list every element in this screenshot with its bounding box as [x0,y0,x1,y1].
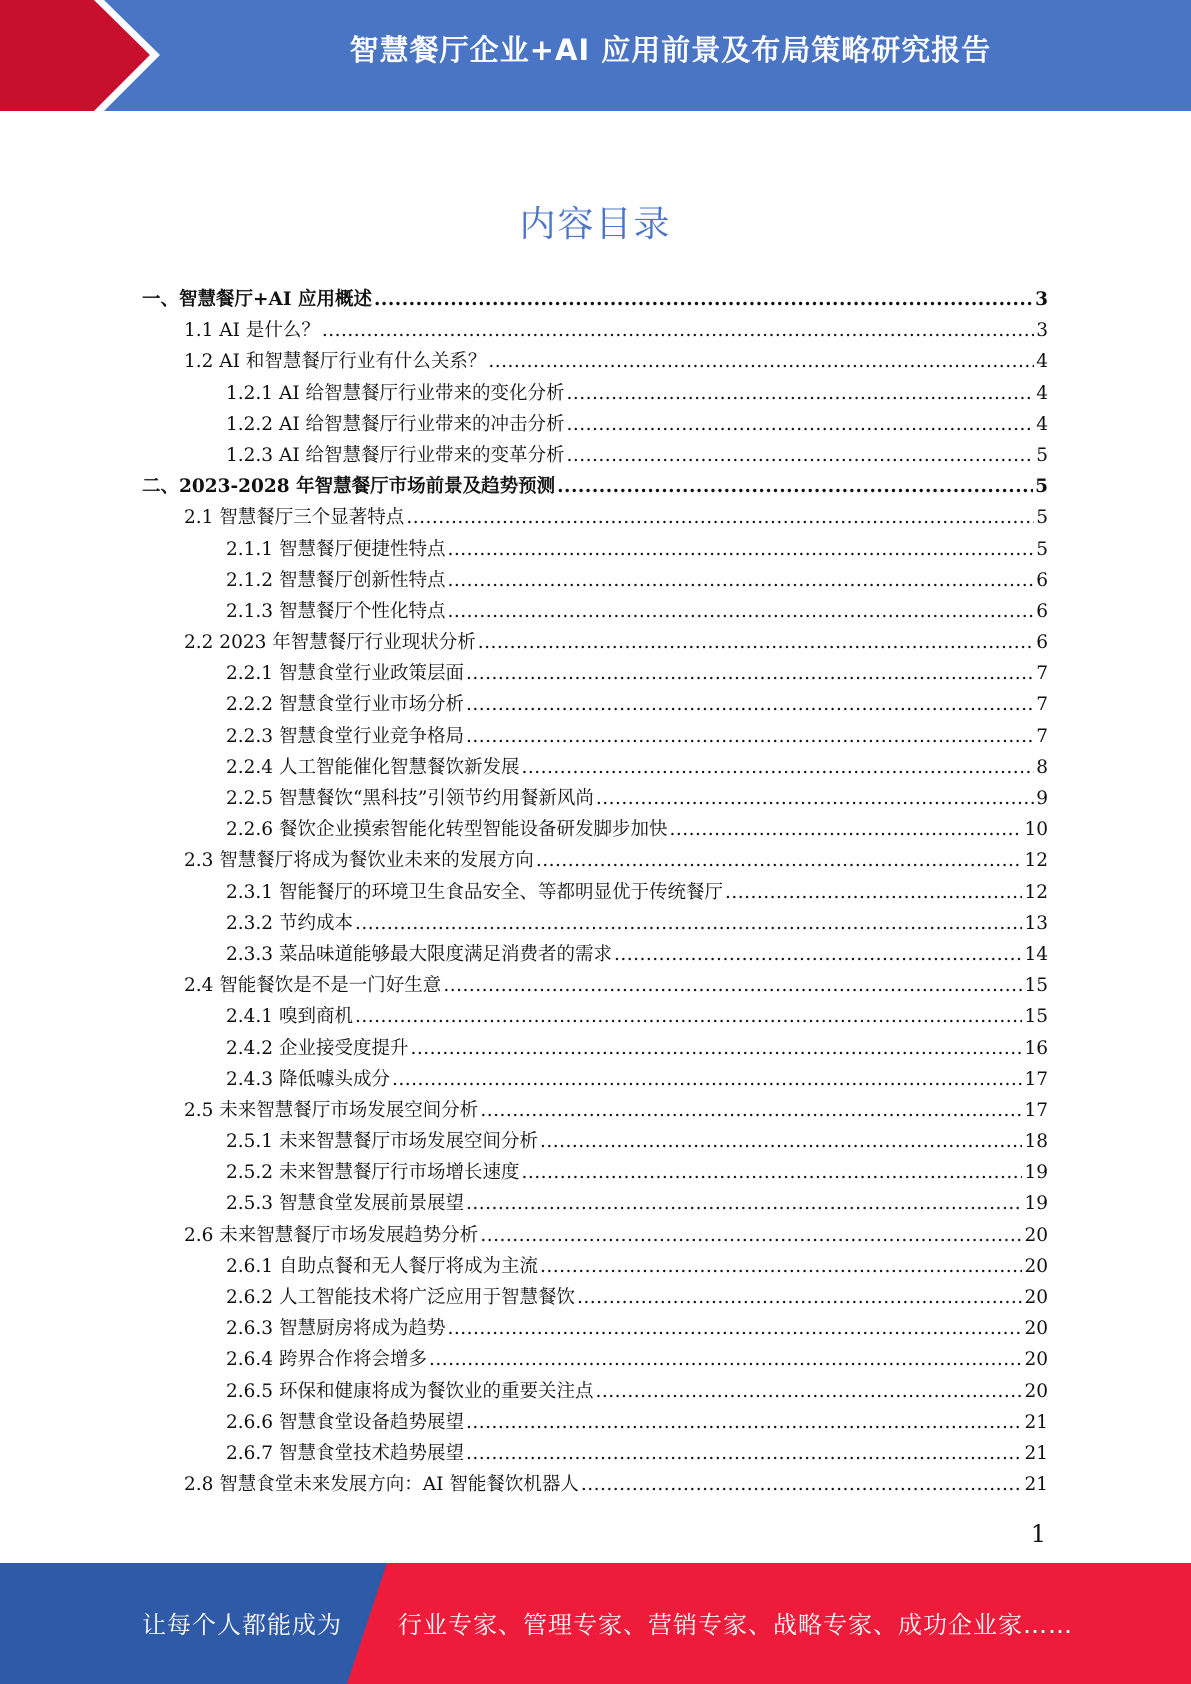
toc-entry-page: 9 [1036,788,1048,809]
toc-entry-page: 17 [1024,1099,1048,1121]
toc-dot-leader [466,1407,1022,1438]
toc-entry-label: 2.3.1 智能餐厅的环境卫生食品安全、等都明显优于传统餐厅 [226,881,723,903]
header-band [0,0,1191,111]
toc-entry-label: 2.1.3 智慧餐厅个性化特点 [226,600,446,622]
toc-entry-label: 2.6.1 自助点餐和无人餐厅将成为主流 [226,1255,538,1277]
toc-dot-leader [429,1344,1022,1375]
toc-dot-leader [447,534,1034,565]
toc-entry-label: 2.5.1 未来智慧餐厅市场发展空间分析 [226,1131,538,1153]
toc-entry-page: 8 [1036,756,1048,778]
toc-dot-leader [567,378,1035,409]
toc-entry-page: 10 [1024,819,1048,841]
footer-slogan-right: 行业专家、管理专家、营销专家、战略专家、成功企业家…… [398,1611,1073,1639]
toc-entry[interactable] [0,1095,1191,1126]
toc-entry-label: 2.4.3 降低噱头成分 [226,1068,390,1090]
toc-entry-page: 17 [1024,1068,1048,1090]
toc-dot-leader [466,721,1034,752]
toc-entry-page: 21 [1024,1442,1048,1464]
toc-entry[interactable] [0,471,1191,502]
toc-dot-leader [567,409,1035,440]
toc-entry-page: 5 [1035,476,1048,498]
toc-entry-page: 19 [1024,1193,1048,1215]
toc-entry[interactable] [0,502,1191,533]
toc-dot-leader [536,845,1023,876]
toc-entry-page: 4 [1036,351,1048,373]
toc-dot-leader [521,1157,1022,1188]
toc-dot-leader [478,627,1034,658]
toc-entry[interactable] [0,1033,1191,1064]
toc-entry[interactable] [0,534,1191,565]
toc-entry-label: 2.5.3 智慧食堂发展前景展望 [226,1193,464,1215]
toc-dot-leader [596,783,1034,814]
toc-dot-leader [577,1282,1022,1313]
toc-entry-page: 13 [1024,912,1048,934]
toc-entry[interactable] [0,1126,1191,1157]
toc-entry-label: 2.6 未来智慧餐厅市场发展趋势分析 [184,1224,479,1246]
toc-entry-label: 2.2.1 智慧食堂行业政策层面 [226,663,464,685]
toc-entry-label: 2.2.4 人工智能催化智慧餐饮新发展 [226,756,520,778]
toc-entry[interactable] [0,689,1191,720]
toc-entry[interactable] [0,346,1191,377]
toc-entry-page: 15 [1024,1006,1048,1028]
table-of-contents [0,284,1191,1500]
toc-dot-leader [355,1001,1023,1032]
toc-entry-label: 2.6.3 智慧厨房将成为趋势 [226,1318,446,1340]
toc-entry-page: 14 [1024,943,1048,965]
toc-entry-label: 2.2.2 智慧食堂行业市场分析 [226,694,464,716]
toc-entry[interactable] [0,939,1191,970]
footer-band [0,1563,1191,1684]
toc-entry[interactable] [0,409,1191,440]
toc-entry-label: 2.1 智慧餐厅三个显著特点 [184,507,405,529]
toc-dot-leader [488,346,1034,377]
toc-entry-page: 4 [1036,382,1048,404]
toc-entry-page: 20 [1024,1318,1048,1340]
toc-entry-page: 3 [1035,289,1048,310]
toc-entry-label: 2.3.2 节约成本 [226,912,353,934]
toc-entry-page: 6 [1036,569,1048,591]
toc-entry[interactable] [0,970,1191,1001]
toc-entry[interactable] [0,1220,1191,1251]
toc-entry-label: 2.6.5 环保和健康将成为餐饮业的重要关注点 [226,1380,594,1402]
toc-dot-leader [443,970,1022,1001]
toc-entry-label: 2.3 智慧餐厅将成为餐饮业未来的发展方向 [184,850,534,872]
toc-entry[interactable] [0,1376,1191,1407]
toc-entry[interactable] [0,1407,1191,1438]
toc-entry[interactable] [0,1313,1191,1344]
toc-entry[interactable] [0,1188,1191,1219]
toc-entry-label: 2.1.1 智慧餐厅便捷性特点 [226,538,446,560]
toc-entry-label: 1.2.1 AI 给智慧餐厅行业带来的变化分析 [226,382,565,404]
toc-entry-page: 21 [1024,1411,1048,1433]
toc-dot-leader [447,1313,1022,1344]
toc-entry-label: 2.6.6 智慧食堂设备趋势展望 [226,1411,464,1433]
toc-entry-page: 5 [1036,444,1048,466]
toc-entry-page: 4 [1036,413,1048,435]
toc-entry-label: 二、2023-2028 年智慧餐厅市场前景及趋势预测 [142,476,556,498]
toc-dot-leader [614,939,1022,970]
toc-entry[interactable] [0,1001,1191,1032]
toc-entry-page: 18 [1024,1131,1048,1153]
toc-entry[interactable] [0,596,1191,627]
toc-heading: 内容目录 [519,204,672,245]
toc-entry-page: 5 [1036,507,1048,529]
toc-entry-page: 3 [1036,320,1048,342]
toc-entry-label: 2.4 智能餐饮是不是一门好生意 [184,975,442,997]
toc-entry-page: 20 [1024,1287,1048,1308]
toc-entry-page: 7 [1036,694,1048,716]
toc-entry-label: 2.2.3 智慧食堂行业竞争格局 [226,725,464,747]
toc-entry-label: 2.3.3 菜品味道能够最大限度满足消费者的需求 [226,943,612,965]
toc-entry-page: 19 [1024,1162,1048,1184]
toc-entry[interactable] [0,908,1191,939]
toc-entry[interactable] [0,752,1191,783]
toc-entry[interactable] [0,1064,1191,1095]
toc-dot-leader [466,1438,1022,1469]
toc-dot-leader [669,814,1022,845]
toc-entry[interactable] [0,565,1191,596]
toc-dot-leader [466,1188,1022,1219]
toc-dot-leader [480,1095,1022,1126]
toc-entry[interactable] [0,1157,1191,1188]
toc-dot-leader [557,471,1033,502]
toc-dot-leader [447,596,1034,627]
toc-dot-leader [595,1376,1022,1407]
toc-entry-page: 12 [1024,881,1048,903]
toc-entry-label: 1.2.2 AI 给智慧餐厅行业带来的冲击分析 [226,413,565,435]
toc-entry-page: 5 [1036,538,1048,560]
toc-dot-leader [392,1064,1022,1095]
toc-entry-label: 2.2.6 餐饮企业摸索智能化转型智能设备研发脚步加快 [226,819,668,841]
toc-entry[interactable] [0,877,1191,908]
toc-entry-page: 20 [1024,1380,1048,1402]
toc-dot-leader [725,877,1022,908]
toc-entry[interactable] [0,1469,1191,1500]
report-title: 智慧餐厅企业+AI 应用前景及布局策略研究报告 [349,33,992,67]
toc-entry-label: 一、智慧餐厅+AI 应用概述 [142,289,372,310]
footer-slogan-left: 让每个人都能成为 [142,1611,342,1639]
toc-entry-label: 2.4.2 企业接受度提升 [226,1037,409,1059]
toc-entry[interactable] [0,315,1191,346]
toc-dot-leader [374,284,1033,315]
toc-dot-leader [406,502,1034,533]
toc-entry-label: 1.1 AI 是什么？ [184,320,320,342]
toc-entry-page: 7 [1036,725,1048,747]
toc-entry[interactable] [0,378,1191,409]
toc-entry[interactable] [0,845,1191,876]
toc-entry-label: 2.5.2 未来智慧餐厅行市场增长速度 [226,1162,520,1184]
toc-entry-page: 6 [1036,600,1048,622]
toc-entry[interactable] [0,1251,1191,1282]
toc-dot-leader [540,1251,1022,1282]
toc-entry-page: 6 [1036,632,1048,654]
toc-entry-label: 2.6.2 人工智能技术将广泛应用于智慧餐饮 [226,1287,575,1308]
toc-entry[interactable] [0,658,1191,689]
toc-entry-page: 20 [1024,1349,1048,1371]
toc-entry-page: 12 [1024,850,1048,872]
toc-entry-page: 16 [1024,1037,1048,1059]
toc-entry-label: 2.1.2 智慧餐厅创新性特点 [226,569,446,591]
header-arrow-decoration [0,0,160,111]
toc-dot-leader [540,1126,1022,1157]
toc-dot-leader [355,908,1023,939]
toc-entry-page: 20 [1024,1224,1048,1246]
toc-dot-leader [447,565,1034,596]
toc-entry-label: 2.4.1 嗅到商机 [226,1006,353,1028]
toc-dot-leader [567,440,1035,471]
toc-entry-page: 7 [1036,663,1048,685]
toc-entry-label: 1.2.3 AI 给智慧餐厅行业带来的变革分析 [226,444,565,466]
toc-entry-label: 2.2.5 智慧餐饮“黑科技”引领节约用餐新风尚 [226,788,594,809]
toc-dot-leader [521,752,1034,783]
toc-entry-label: 2.2 2023 年智慧餐厅行业现状分析 [184,632,476,654]
toc-entry-label: 2.5 未来智慧餐厅市场发展空间分析 [184,1099,479,1121]
toc-entry-label: 2.6.4 跨界合作将会增多 [226,1349,427,1371]
toc-entry[interactable] [0,814,1191,845]
toc-dot-leader [480,1220,1022,1251]
toc-entry[interactable] [0,1438,1191,1469]
toc-dot-leader [466,658,1034,689]
toc-entry-page: 20 [1024,1255,1048,1277]
toc-entry[interactable] [0,1282,1191,1313]
toc-entry[interactable] [0,721,1191,752]
toc-entry-page: 15 [1024,975,1048,997]
toc-dot-leader [581,1469,1023,1500]
page-number: 1 [1030,1520,1046,1548]
toc-dot-leader [410,1033,1022,1064]
toc-entry[interactable] [0,783,1191,814]
toc-entry-label: 2.6.7 智慧食堂技术趋势展望 [226,1442,464,1464]
toc-entry-page: 21 [1024,1474,1048,1496]
toc-entry[interactable] [0,627,1191,658]
toc-entry[interactable] [0,440,1191,471]
toc-dot-leader [466,689,1034,720]
toc-entry[interactable] [0,1344,1191,1375]
toc-entry[interactable] [0,284,1191,315]
toc-dot-leader [322,315,1034,346]
toc-entry-label: 2.8 智慧食堂未来发展方向：AI 智能餐饮机器人 [184,1474,579,1496]
toc-entry-label: 1.2 AI 和智慧餐厅行业有什么关系？ [184,351,487,373]
